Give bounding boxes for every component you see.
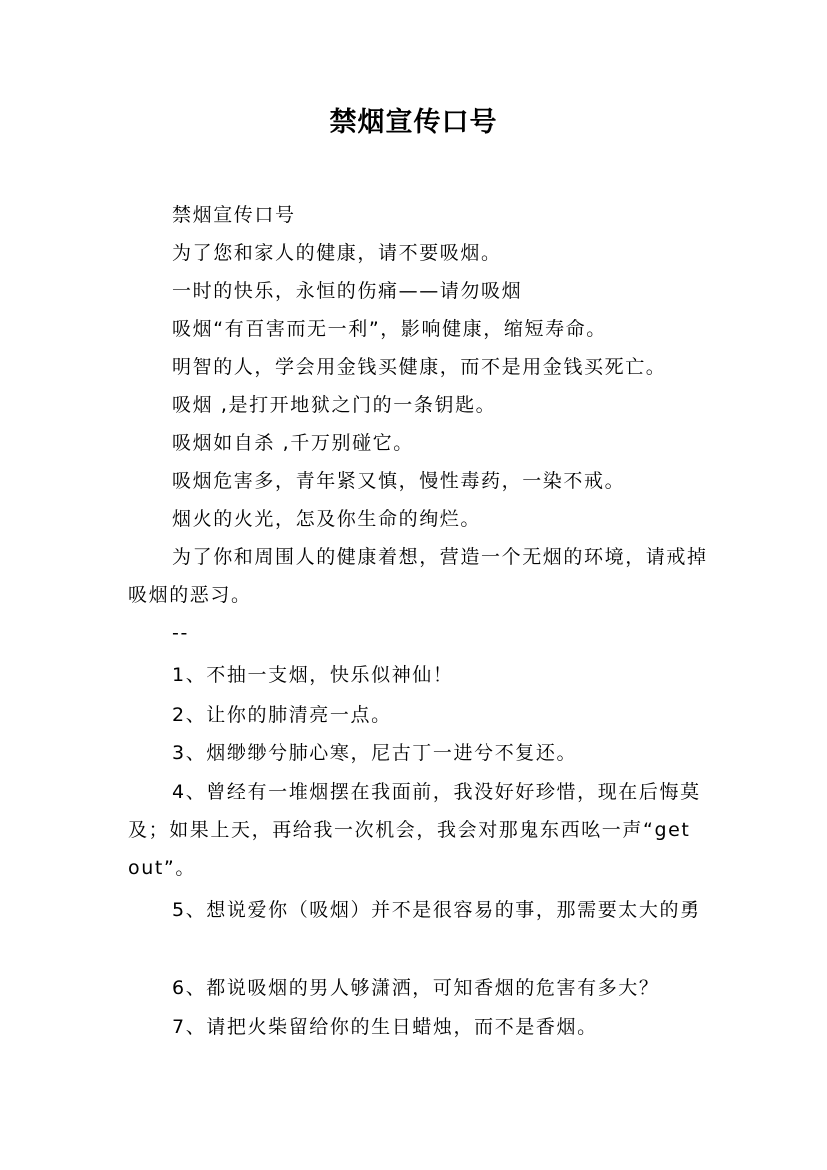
paragraph-5: 吸烟 ,是打开地狱之门的一条钥匙。: [172, 394, 497, 416]
slogan-3: 3、烟缈缈兮肺心寒，尼古丁一进兮不复还。: [172, 742, 578, 764]
paragraph-3: 吸烟“有百害而无一利”，影响健康，缩短寿命。: [172, 318, 607, 340]
paragraph-1: 为了您和家人的健康，请不要吸烟。: [172, 242, 502, 264]
paragraph-7: 吸烟危害多，青年紧又慎，慢性毒药，一染不戒。: [172, 470, 626, 492]
slogan-2: 2、让你的肺清亮一点。: [172, 704, 392, 726]
separator-line: --: [172, 622, 189, 644]
slogan-4: 4、曾经有一堆烟摆在我面前，我没好好珍惜，现在后悔莫及；如果上天，再给我一次机会，我会对那鬼东西吆一声“get out”。: [128, 781, 701, 879]
paragraph-heading: 禁烟宣传口号: [172, 204, 296, 226]
paragraph-6: 吸烟如自杀 ,千万别碰它。: [172, 432, 414, 454]
slogan-6: 6、都说吸烟的男人够潇洒，可知香烟的危害有多大？: [172, 977, 660, 999]
paragraph-9: 为了你和周围人的健康着想，营造一个无烟的环境，请戒掉吸烟的恶习。: [128, 546, 708, 606]
paragraph-8: 烟火的火光，怎及你生命的绚烂。: [172, 508, 482, 530]
slogan-5: 5、想说爱你（吸烟）并不是很容易的事，那需要太大的勇: [172, 899, 701, 921]
document-title: 禁烟宣传口号: [329, 107, 498, 138]
slogan-1: 1、不抽一支烟，快乐似神仙！: [172, 664, 454, 686]
slogan-7: 7、请把火柴留给你的生日蜡烛，而不是香烟。: [172, 1016, 598, 1038]
paragraph-4: 明智的人，学会用金钱买健康，而不是用金钱买死亡。: [172, 356, 667, 378]
paragraph-2: 一时的快乐，永恒的伤痛——请勿吸烟: [172, 280, 523, 302]
